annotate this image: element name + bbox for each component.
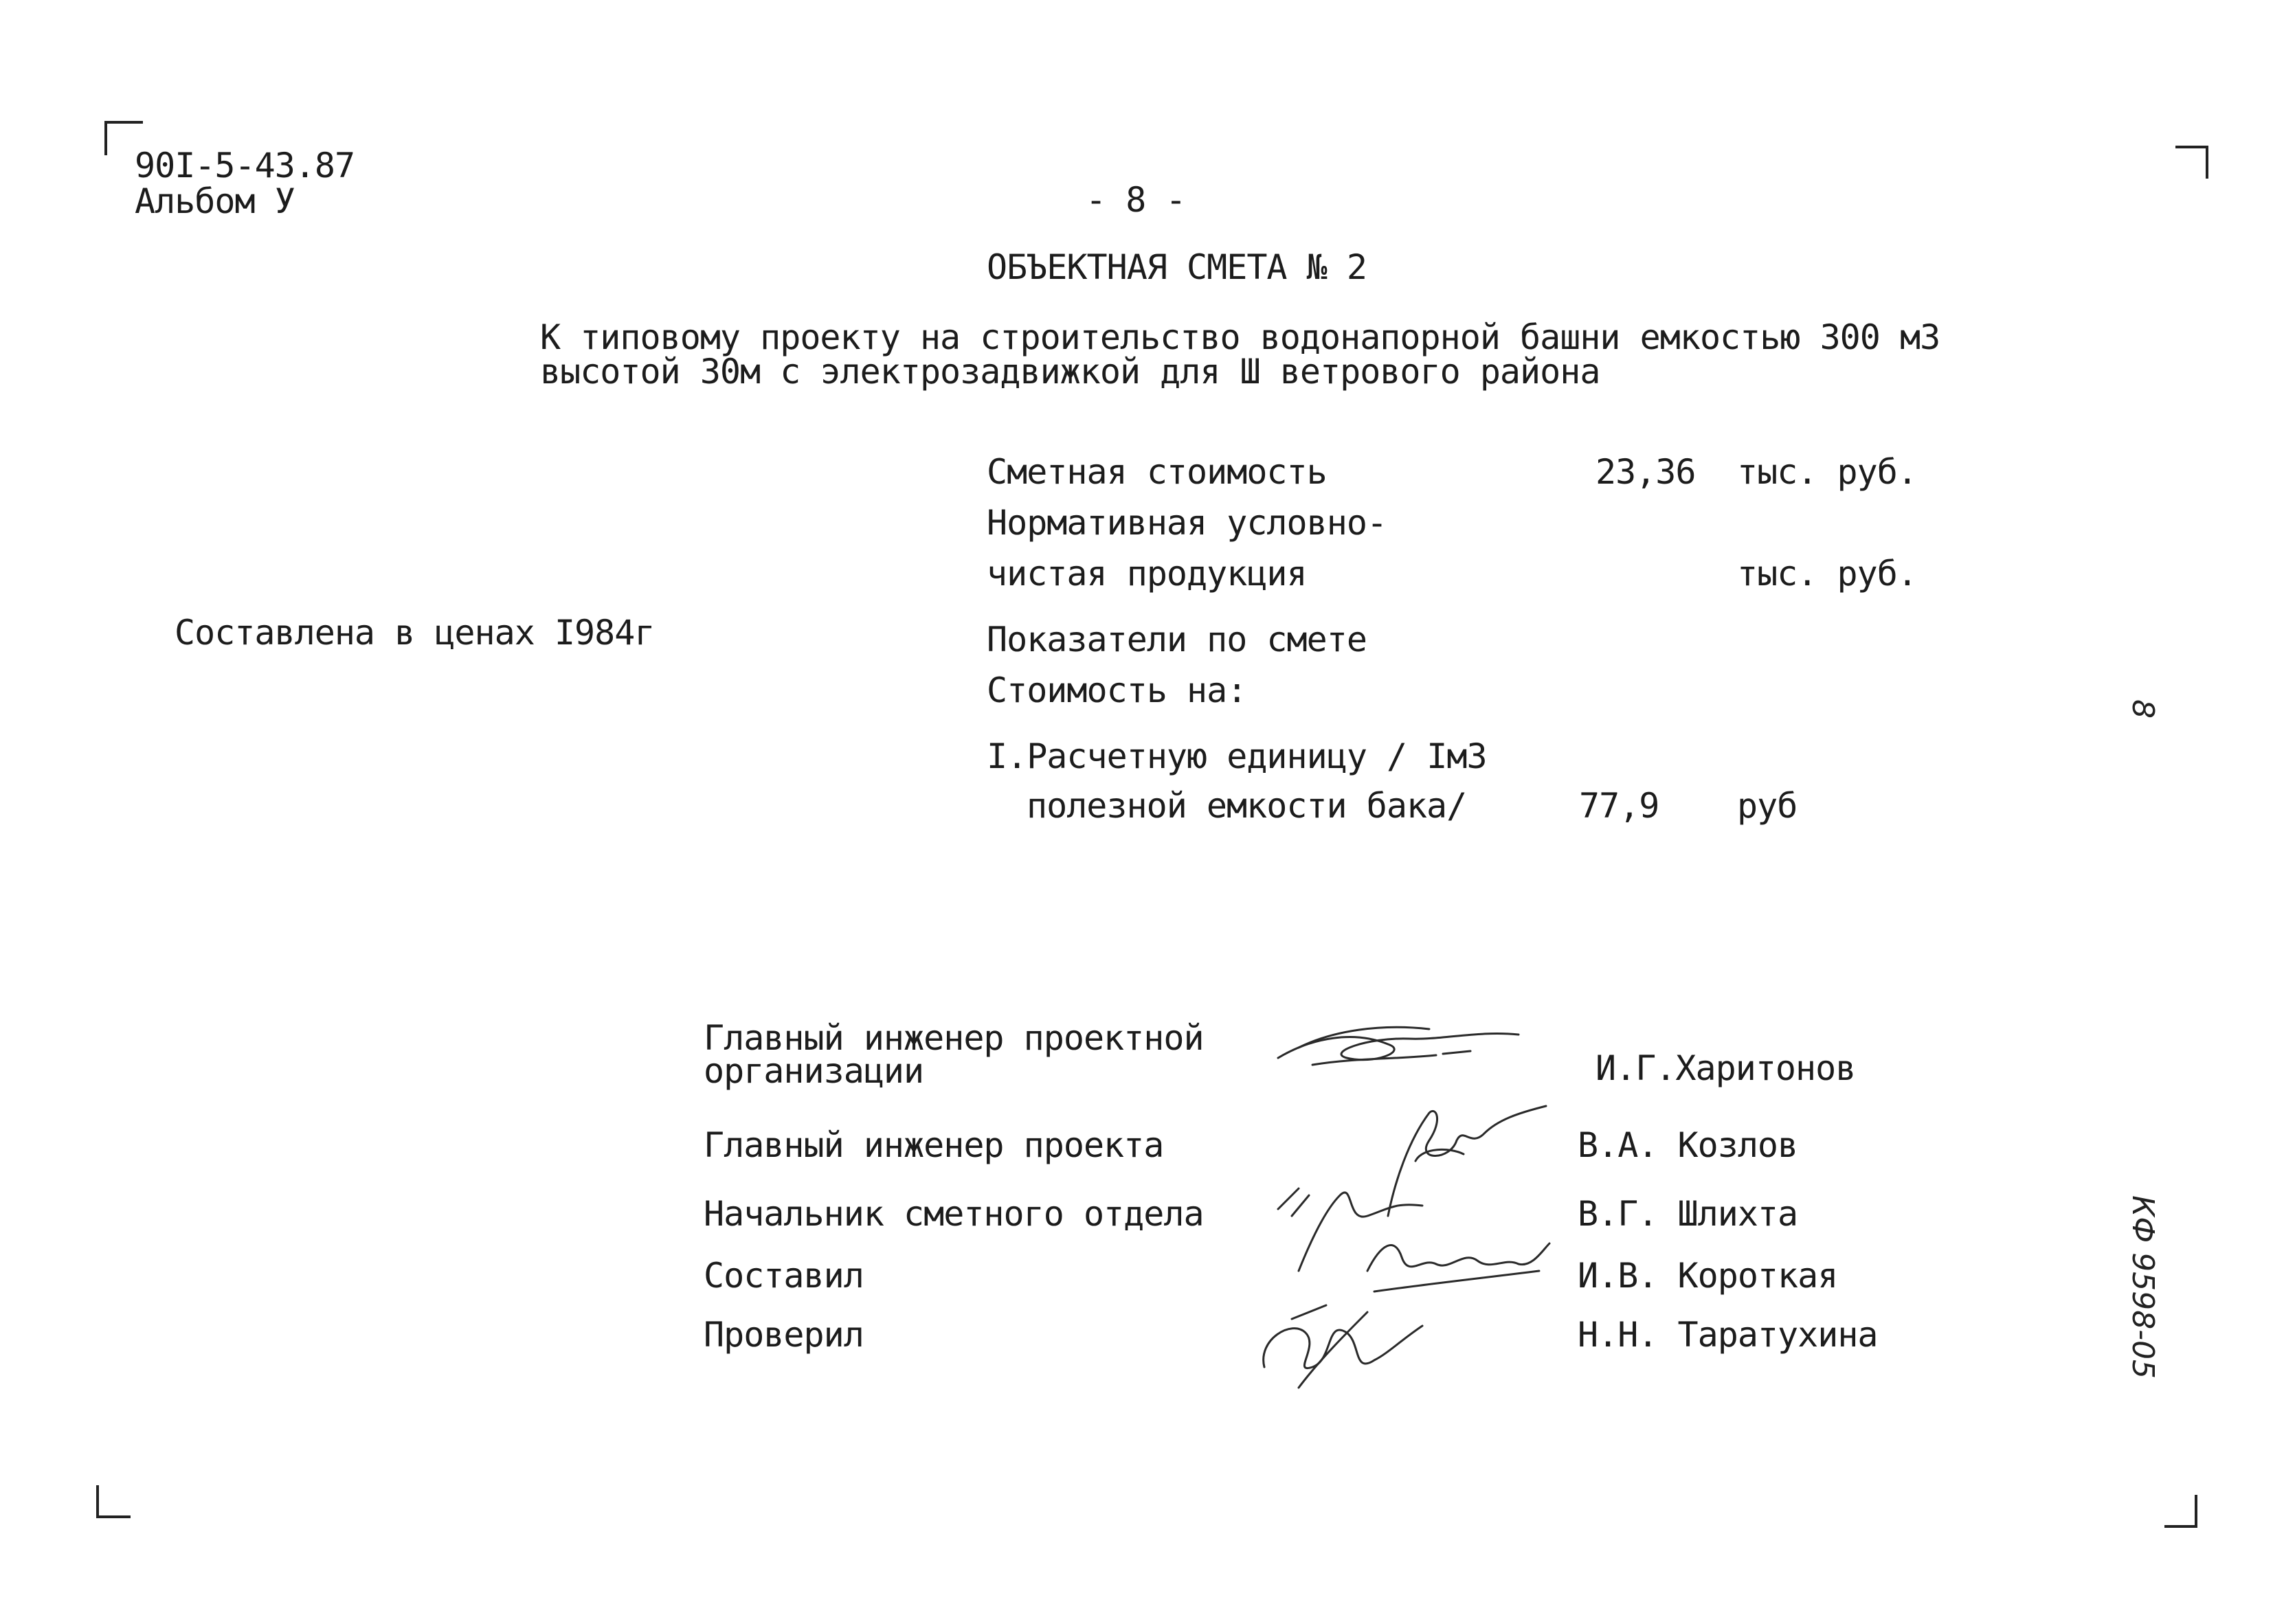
unit-cost-unit: руб	[1737, 786, 1798, 826]
normative-label-line-2: чистая продукция	[987, 554, 1307, 594]
corner-mark-top-right	[2175, 146, 2208, 179]
signatory-position-5: Проверил	[704, 1315, 864, 1355]
composed-in-prices: Составлена в ценах I984г	[175, 613, 655, 653]
sheet-number-mark: 8	[2125, 699, 2160, 719]
unit-cost-label-line-2: полезной емкости бака/	[1027, 786, 1467, 826]
subtitle-line-1: К типовому проекту на строительство водонапорной башни емкостью 300 м3	[540, 317, 1940, 357]
album-label: Альбом У	[135, 181, 295, 221]
estimated-cost-value: 23,36	[1595, 452, 1696, 492]
signatory-name-1: И.Г.Харитонов	[1595, 1048, 1856, 1088]
corner-mark-bottom-left	[96, 1485, 131, 1518]
page-number: - 8 -	[1086, 180, 1186, 220]
unit-cost-value: 77,9	[1579, 786, 1659, 826]
normative-label-line-1: Нормативная условно-	[987, 503, 1387, 543]
signatory-name-4: И.В. Короткая	[1578, 1256, 1838, 1296]
unit-cost-label-line-1: I.Расчетную единицу / IмЗ	[987, 736, 1487, 776]
cost-for-label: Стоимость на:	[987, 670, 1247, 710]
page-title: ОБЪЕКТНАЯ СМЕТА № 2	[987, 247, 1367, 287]
indicators-label: Показатели по смете	[987, 620, 1367, 659]
signatory-position-3: Начальник сметного отдела	[704, 1194, 1204, 1234]
subtitle-line-2: высотой 30м с электрозадвижкой для Ш ветрового района	[540, 352, 1600, 392]
signatory-position-2: Главный инженер проекта	[704, 1125, 1164, 1165]
document-code: 90I-5-43.87	[135, 146, 355, 185]
signatory-name-3: В.Г. Шлихта	[1578, 1194, 1798, 1234]
estimated-cost-label: Сметная стоимость	[987, 452, 1327, 492]
signatory-position-1-line-2: организации	[704, 1051, 924, 1091]
signatory-name-2: В.А. Козлов	[1578, 1125, 1798, 1165]
corner-mark-bottom-right	[2164, 1495, 2197, 1528]
signatory-name-5: Н.Н. Таратухина	[1578, 1315, 1878, 1355]
signature-kharitonov	[1271, 1010, 1532, 1079]
signatory-position-1-line-1: Главный инженер проектной	[704, 1018, 1204, 1058]
signature-taratukhina	[1251, 1278, 1443, 1395]
normative-unit: тыс. руб.	[1737, 554, 1917, 594]
archive-code-mark: КФ 9598-05	[2125, 1195, 2160, 1379]
estimated-cost-unit: тыс. руб.	[1737, 452, 1917, 492]
signatory-position-4: Составил	[704, 1256, 864, 1296]
